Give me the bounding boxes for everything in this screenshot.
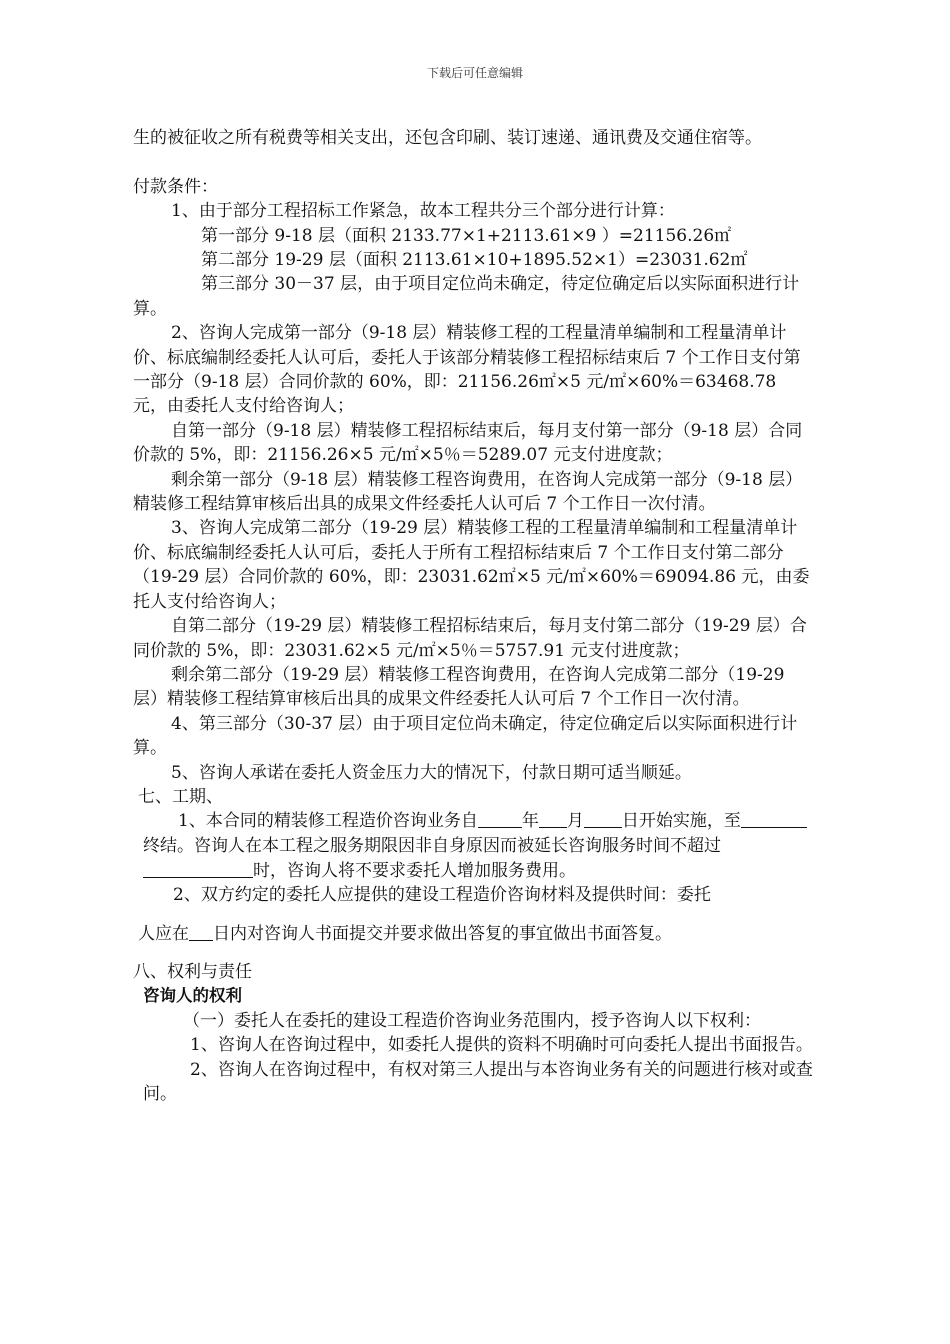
rights-item-1: 1、咨询人在咨询过程中，如委托人提供的资料不明确时可向委托人提出书面报告。 [190, 1035, 813, 1056]
rights-item-2: 2、咨询人在咨询过程中，有权对第三人提出与本咨询业务有关的问题进行核对或查问。 [143, 1059, 813, 1104]
payment-item-2-progress: 自第一部分（9-18 层）精装修工程招标结束后，每月支付第一部分（9-18 层）合同价款的 5%，即：21156.26×5 元/㎡×5％＝5289.07 元支付进度款； [133, 420, 803, 466]
payment-item-5: 5、咨询人承诺在委托人资金压力大的情况下，付款日期可适当顺延。 [171, 762, 692, 783]
page-header: 下载后可任意编辑 [426, 66, 523, 80]
rights-intro: （一）委托人在委托的建设工程造价咨询业务范围内，授予咨询人以下权利： [183, 1010, 761, 1031]
schedule-item-2: 2、双方约定的委托人应提供的建设工程造价咨询材料及提供时间：委托 [173, 885, 711, 906]
section-seven-heading: 七、工期、 [138, 786, 223, 807]
payment-item-3: 3、咨询人完成第二部分（19-29 层）精装修工程的工程量清单编制和工程量清单计价、标底编制经委托人认可后，委托人于所有工程招标结束后 7 个工作日支付第二部分（19-29 层）合同价款的 60%，即：23031.62㎡×5 元/㎡×60%＝69094.86 元，由委托人支付给咨询人； [133, 518, 810, 612]
schedule-item-2-cont: 人应在 日内对咨询人书面提交并要求做出答复的事宜做出书面答复。 [138, 923, 672, 944]
payment-item-2-remaining: 剩余第一部分（9-18 层）精装修工程咨询费用，在咨询人完成第一部分（9-18 层）精装修工程结算审核后出具的成果文件经委托人认可后 7 个工作日一次付清。 [133, 469, 803, 515]
blank-extension[interactable] [143, 859, 253, 878]
payment-item-3-remaining: 剩余第二部分（19-29 层）精装修工程咨询费用，在咨询人完成第二部分（19-29 层）精装修工程结算审核后出具的成果文件经委托人认可后 7 个工作日一次付清。 [133, 664, 785, 710]
blank-year[interactable] [478, 809, 522, 828]
consultant-rights-heading: 咨询人的权利 [143, 986, 242, 1006]
part-three-area: 第三部分 30－37 层，由于项目定位尚未确定，待定位确定后以实际面积进行计算。 [133, 274, 800, 319]
payment-terms-heading: 付款条件： [133, 176, 218, 197]
blank-days[interactable] [189, 922, 213, 941]
part-one-area: 第一部分 9-18 层（面积 2133.77×1+2113.61×9 ）=21156.26㎡ [201, 225, 732, 246]
schedule-item-1: 1、本合同的精装修工程造价咨询业务自 年 月 日开始实施，至终结。咨询人在本工程之服务期限因非自身原因而被延长咨询服务时间不超过时，咨询人将不要求委托人增加服务费用。 [133, 809, 813, 883]
section-eight-heading: 八、权利与责任 [133, 961, 252, 982]
blank-month[interactable] [539, 809, 567, 828]
payment-item-3-progress: 自第二部分（19-29 层）精装修工程招标结束后，每月支付第二部分（19-29 层）合同价款的 5%，即：23031.62×5 元/㎡×5％＝5757.91 元支付进度款； [133, 616, 807, 661]
payment-item-2: 2、咨询人完成第一部分（9-18 层）精装修工程的工程量清单编制和工程量清单计价、标底编制经委托人认可后，委托人于该部分精装修工程招标结束后 7 个工作日支付第一部分（9-18 层）合同价款的 60%，即：21156.26㎡×5 元/㎡×60%＝63468.78 元，由委托人支付给咨询人； [133, 323, 801, 417]
part-two-area: 第二部分 19-29 层（面积 2113.61×10+1895.52×1）=23031.62㎡ [201, 250, 748, 271]
payment-item-1: 1、由于部分工程招标工作紧急，故本工程共分三个部分进行计算： [171, 201, 675, 222]
blank-end-date[interactable] [741, 809, 807, 828]
paragraph-fees: 生的被征收之所有税费等相关支出，还包含印刷、装订速递、通讯费及交通住宿等。 [133, 128, 762, 148]
document-body [133, 126, 813, 1106]
blank-day[interactable] [584, 809, 622, 828]
payment-item-4: 4、第三部分（30-37 层）由于项目定位尚未确定，待定位确定后以实际面积进行计算。 [133, 713, 798, 759]
